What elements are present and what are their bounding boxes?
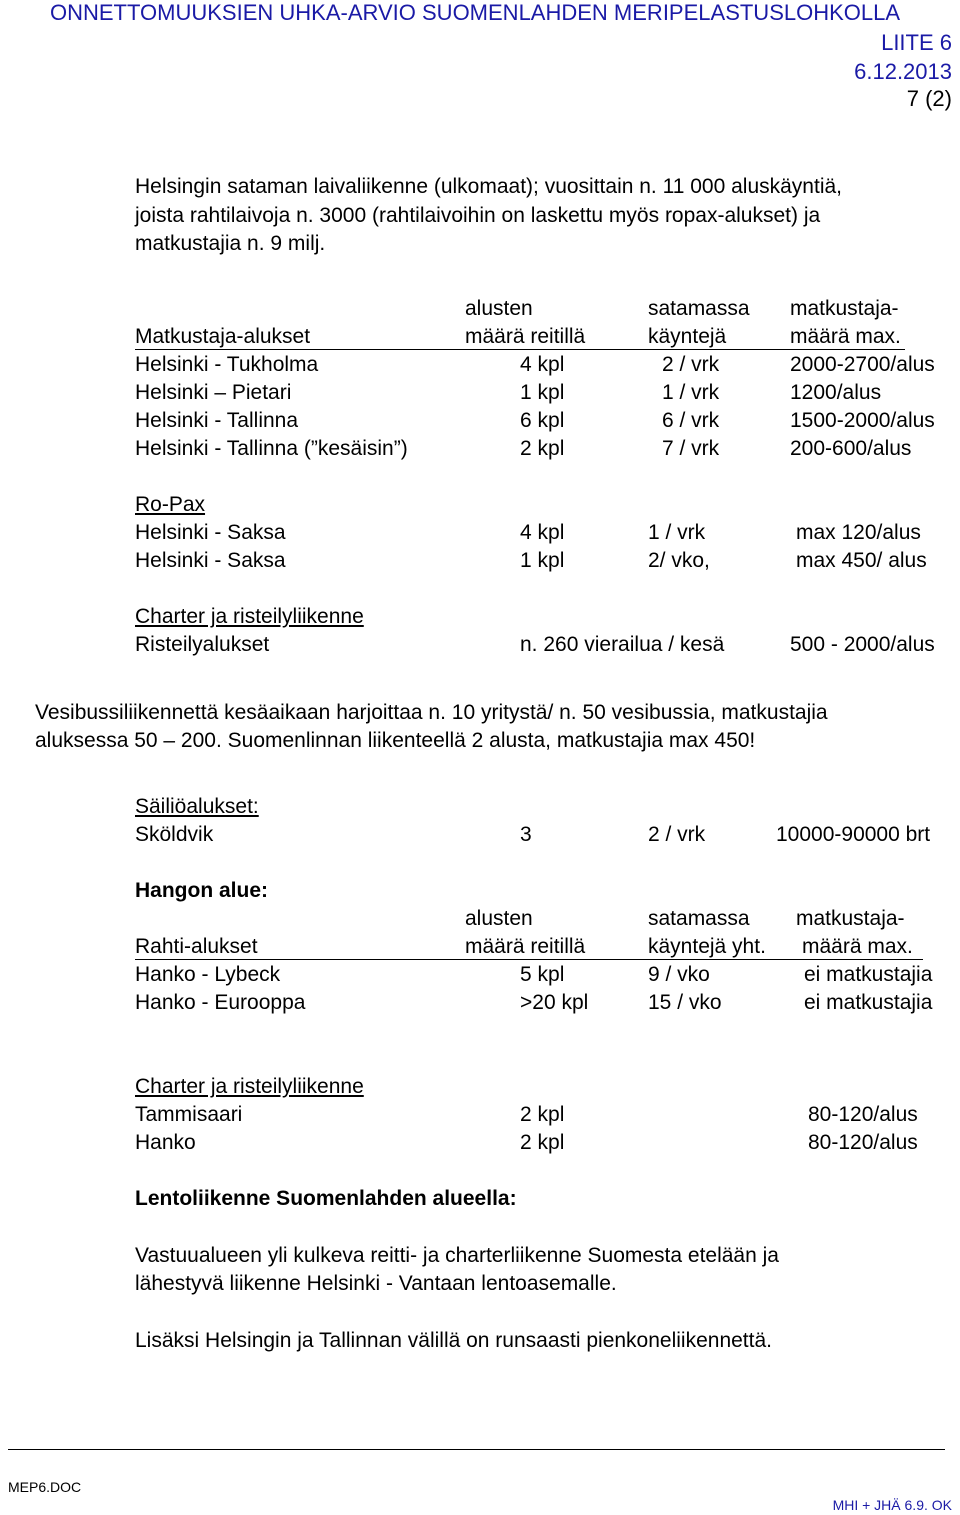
document-header-title: ONNETTOMUUKSIEN UHKA-ARVIO SUOMENLAHDEN MERIPELASTUSLOHKOLLA xyxy=(50,0,901,25)
ships-cell: 2 kpl xyxy=(520,437,565,460)
footer-author: MHI + JHÄ 6.9. OK xyxy=(832,1497,952,1513)
ships-cell: 2 kpl xyxy=(520,1103,565,1126)
air-line-1: Vastuualueen yli kulkeva reitti- ja charterliikenne Suomesta etelään ja xyxy=(135,1244,779,1267)
ships-cell: 1 kpl xyxy=(520,549,565,572)
visits-cell: 6 / vrk xyxy=(662,409,720,432)
air-line-3: Lisäksi Helsingin ja Tallinnan välillä on runsaasti pienkoneliikennettä. xyxy=(135,1329,772,1352)
col-header-visits-top: satamassa xyxy=(648,297,750,320)
route-cell: Helsinki - Tukholma xyxy=(135,353,319,376)
pax-cell: 1500-2000/alus xyxy=(790,409,935,432)
visits-cell: 1 / vrk xyxy=(662,381,720,404)
route-cell: Helsinki - Tallinna xyxy=(135,409,299,432)
passenger-ships-heading: Matkustaja-alukset xyxy=(135,325,311,348)
pax-cell: max 120/alus xyxy=(796,521,921,544)
col-header-pax: määrä max. xyxy=(802,935,913,958)
route-cell: Hanko - Eurooppa xyxy=(135,991,306,1014)
col-header-pax-top: matkustaja- xyxy=(796,907,905,930)
pax-cell: ei matkustajia xyxy=(804,963,933,986)
route-cell: Tammisaari xyxy=(135,1103,243,1126)
pax-cell: 200-600/alus xyxy=(790,437,912,460)
col-header-pax-top: matkustaja- xyxy=(790,297,899,320)
ships-cell: 5 kpl xyxy=(520,963,565,986)
waterbus-line-2: aluksessa 50 – 200. Suomenlinnan liikenteellä 2 alusta, matkustajia max 450! xyxy=(35,729,756,752)
cargo-ships-heading: Rahti-alukset xyxy=(135,935,258,958)
ships-cell: 4 kpl xyxy=(520,353,565,376)
visits-cell: 2/ vko, xyxy=(648,549,710,572)
route-cell: Sköldvik xyxy=(135,823,214,846)
route-cell: Helsinki – Pietari xyxy=(135,381,292,404)
col-header-ships-top: alusten xyxy=(465,907,533,930)
route-cell: Helsinki - Saksa xyxy=(135,521,286,544)
footer-rule xyxy=(8,1449,945,1450)
air-traffic-title: Lentoliikenne Suomenlahden alueella: xyxy=(135,1187,517,1210)
visits-cell: 2 / vrk xyxy=(648,823,706,846)
ships-cell: >20 kpl xyxy=(520,991,589,1014)
hanko-title: Hangon alue: xyxy=(135,879,269,902)
visits-cell: 9 / vko xyxy=(648,963,710,986)
waterbus-line-1: Vesibussiliikennettä kesäaikaan harjoittaa n. 10 yritystä/ n. 50 vesibussia, matkustajia xyxy=(35,701,828,724)
charter-heading: Charter ja risteilyliikenne xyxy=(135,605,364,628)
ships-cell: 3 xyxy=(520,823,532,846)
visits-cell: 2 / vrk xyxy=(662,353,720,376)
ropax-heading: Ro-Pax xyxy=(135,493,206,516)
intro-line-1: Helsingin sataman laivaliikenne (ulkomaat); vuosittain n. 11 000 aluskäyntiä, xyxy=(135,175,842,198)
pax-cell: 500 - 2000/alus xyxy=(790,633,935,656)
col-header-pax: määrä max. xyxy=(790,325,901,348)
col-header-ships-top: alusten xyxy=(465,297,533,320)
footer-filename: MEP6.DOC xyxy=(8,1479,82,1495)
size-cell: 10000-90000 brt xyxy=(776,823,931,846)
air-line-2: lähestyvä liikenne Helsinki - Vantaan lentoasemalle. xyxy=(135,1272,617,1295)
pax-cell: 80-120/alus xyxy=(808,1131,918,1154)
route-cell: Risteilyalukset xyxy=(135,633,270,656)
ships-cell: 4 kpl xyxy=(520,521,565,544)
pax-cell: 2000-2700/alus xyxy=(790,353,935,376)
pax-cell: max 450/ alus xyxy=(796,549,927,572)
col-header-visits: käyntejä xyxy=(648,325,727,348)
col-header-ships: määrä reitillä xyxy=(465,935,586,958)
ships-cell: 6 kpl xyxy=(520,409,565,432)
intro-line-2: joista rahtilaivoja n. 3000 (rahtilaivoihin on laskettu myös ropax-alukset) ja xyxy=(135,204,821,227)
intro-line-3: matkustajia n. 9 milj. xyxy=(135,232,326,255)
pax-cell: ei matkustajia xyxy=(804,991,933,1014)
pax-cell: 80-120/alus xyxy=(808,1103,918,1126)
document-date: 6.12.2013 xyxy=(854,59,952,84)
visits-cell: n. 260 vierailua / kesä xyxy=(520,633,725,656)
page-number: 7 (2) xyxy=(906,86,952,111)
route-cell: Hanko - Lybeck xyxy=(135,963,281,986)
route-cell: Helsinki - Saksa xyxy=(135,549,286,572)
charter-heading: Charter ja risteilyliikenne xyxy=(135,1075,364,1098)
route-cell: Helsinki - Tallinna (”kesäisin”) xyxy=(135,437,408,460)
route-cell: Hanko xyxy=(135,1131,196,1154)
ships-cell: 1 kpl xyxy=(520,381,565,404)
visits-cell: 7 / vrk xyxy=(662,437,720,460)
table-header-rule xyxy=(135,349,905,350)
tankers-heading: Säiliöalukset: xyxy=(135,795,259,818)
table-header-rule xyxy=(135,959,923,960)
col-header-visits: käyntejä yht. xyxy=(648,935,766,958)
col-header-visits-top: satamassa xyxy=(648,907,750,930)
col-header-ships: määrä reitillä xyxy=(465,325,586,348)
visits-cell: 15 / vko xyxy=(648,991,722,1014)
visits-cell: 1 / vrk xyxy=(648,521,706,544)
pax-cell: 1200/alus xyxy=(790,381,882,404)
appendix-label: LIITE 6 xyxy=(881,30,952,55)
ships-cell: 2 kpl xyxy=(520,1131,565,1154)
